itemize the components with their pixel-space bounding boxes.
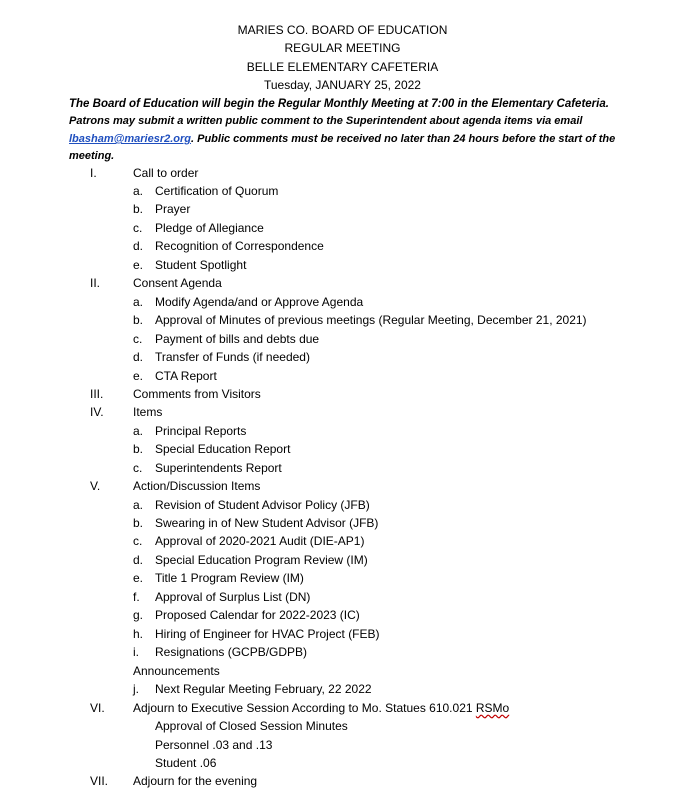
- section-number: I.: [90, 166, 97, 180]
- section-number: VI.: [90, 701, 105, 715]
- item-letter: i.: [133, 645, 139, 659]
- section-title: [133, 699, 509, 717]
- item-text: Special Education Program Review (IM): [155, 553, 368, 567]
- section-title: Call to order: [133, 166, 199, 180]
- item-letter: e.: [133, 571, 144, 585]
- section-number: V.: [90, 479, 101, 493]
- item-letter: f.: [133, 590, 140, 604]
- item-letter: a.: [133, 424, 144, 438]
- section-number: II.: [90, 276, 101, 290]
- section-title: Comments from Visitors: [133, 387, 261, 401]
- header-location: BELLE ELEMENTARY CAFETERIA: [246, 60, 439, 74]
- header-date: Tuesday, JANUARY 25, 2022: [264, 78, 421, 92]
- item-letter: e.: [133, 258, 144, 272]
- item-text: Recognition of Correspondence: [155, 239, 324, 253]
- item-text: Prayer: [155, 202, 191, 216]
- item-letter: c.: [133, 461, 143, 475]
- item-letter: a.: [133, 184, 144, 198]
- item-text: Proposed Calendar for 2022-2023 (IC): [155, 608, 360, 622]
- sub-item-text: Personnel .03 and .13: [155, 738, 273, 752]
- intro-line-2: Patrons may submit a written public comment to the Superintendent about agenda items via email: [69, 115, 583, 127]
- item-text: Revision of Student Advisor Policy (JFB): [155, 498, 370, 512]
- item-text: Approval of 2020-2021 Audit (DIE-AP1): [155, 534, 365, 548]
- item-letter: d.: [133, 350, 144, 364]
- item-letter: b.: [133, 202, 144, 216]
- intro-line-3: [69, 130, 669, 148]
- item-letter: g.: [133, 608, 144, 622]
- item-letter: c.: [133, 332, 143, 346]
- item-text: Title 1 Program Review (IM): [155, 571, 304, 585]
- header-meeting-type: REGULAR MEETING: [284, 41, 401, 55]
- item-letter: c.: [133, 534, 143, 548]
- item-text: Resignations (GCPB/GDPB): [155, 645, 308, 659]
- item-text: Modify Agenda/and or Approve Agenda: [155, 295, 364, 309]
- item-letter: j.: [133, 682, 139, 696]
- item-text: Next Regular Meeting February, 22 2022: [155, 682, 372, 696]
- email-link[interactable]: lbasham@mariesr2.org: [69, 133, 191, 145]
- section-title: Adjourn for the evening: [133, 774, 258, 788]
- section-title: Items: [133, 405, 163, 419]
- item-letter: a.: [133, 295, 144, 309]
- intro-line-3-rest: . Public comments must be received no later than 24 hours before the start of the: [191, 133, 616, 145]
- sub-item-text: Student .06: [155, 756, 217, 770]
- item-text: Certification of Quorum: [155, 184, 279, 198]
- item-letter: c.: [133, 221, 143, 235]
- item-text: Payment of bills and debts due: [155, 332, 320, 346]
- section-number: IV.: [90, 405, 104, 419]
- item-text: Pledge of Allegiance: [155, 221, 264, 235]
- item-text: Swearing in of New Student Advisor (JFB): [155, 516, 379, 530]
- item-text: CTA Report: [155, 369, 217, 383]
- item-text: Approval of Minutes of previous meetings (Regular Meeting, December 21, 2021): [155, 313, 587, 327]
- item-text: Superintendents Report: [155, 461, 282, 475]
- section-number: III.: [90, 387, 104, 401]
- section-title-text: Adjourn to Executive Session According to Mo. Statues 610.021: [133, 701, 476, 715]
- intro-line-4: meeting.: [69, 150, 115, 162]
- header-title: MARIES CO. BOARD OF EDUCATION: [237, 23, 448, 37]
- item-letter: b.: [133, 516, 144, 530]
- section-number: VII.: [90, 774, 109, 788]
- item-letter: d.: [133, 239, 144, 253]
- section-title: Action/Discussion Items: [133, 479, 261, 493]
- item-text: Transfer of Funds (if needed): [155, 350, 310, 364]
- item-letter: b.: [133, 442, 144, 456]
- announcements-label: Announcements: [133, 664, 220, 678]
- item-text: Special Education Report: [155, 442, 291, 456]
- item-text: Approval of Surplus List (DN): [155, 590, 311, 604]
- item-letter: a.: [133, 498, 144, 512]
- item-letter: h.: [133, 627, 144, 641]
- item-letter: e.: [133, 369, 144, 383]
- item-text: Student Spotlight: [155, 258, 247, 272]
- item-letter: d.: [133, 553, 144, 567]
- item-text: Hiring of Engineer for HVAC Project (FEB): [155, 627, 380, 641]
- intro-line-1: The Board of Education will begin the Regular Monthly Meeting at 7:00 in the Elementary Cafeteria.: [69, 98, 609, 110]
- item-text: Principal Reports: [155, 424, 247, 438]
- item-letter: b.: [133, 313, 144, 327]
- rsmo-abbrev: RSMo: [475, 701, 510, 715]
- sub-item-text: Approval of Closed Session Minutes: [155, 719, 348, 733]
- section-title: Consent Agenda: [133, 276, 222, 290]
